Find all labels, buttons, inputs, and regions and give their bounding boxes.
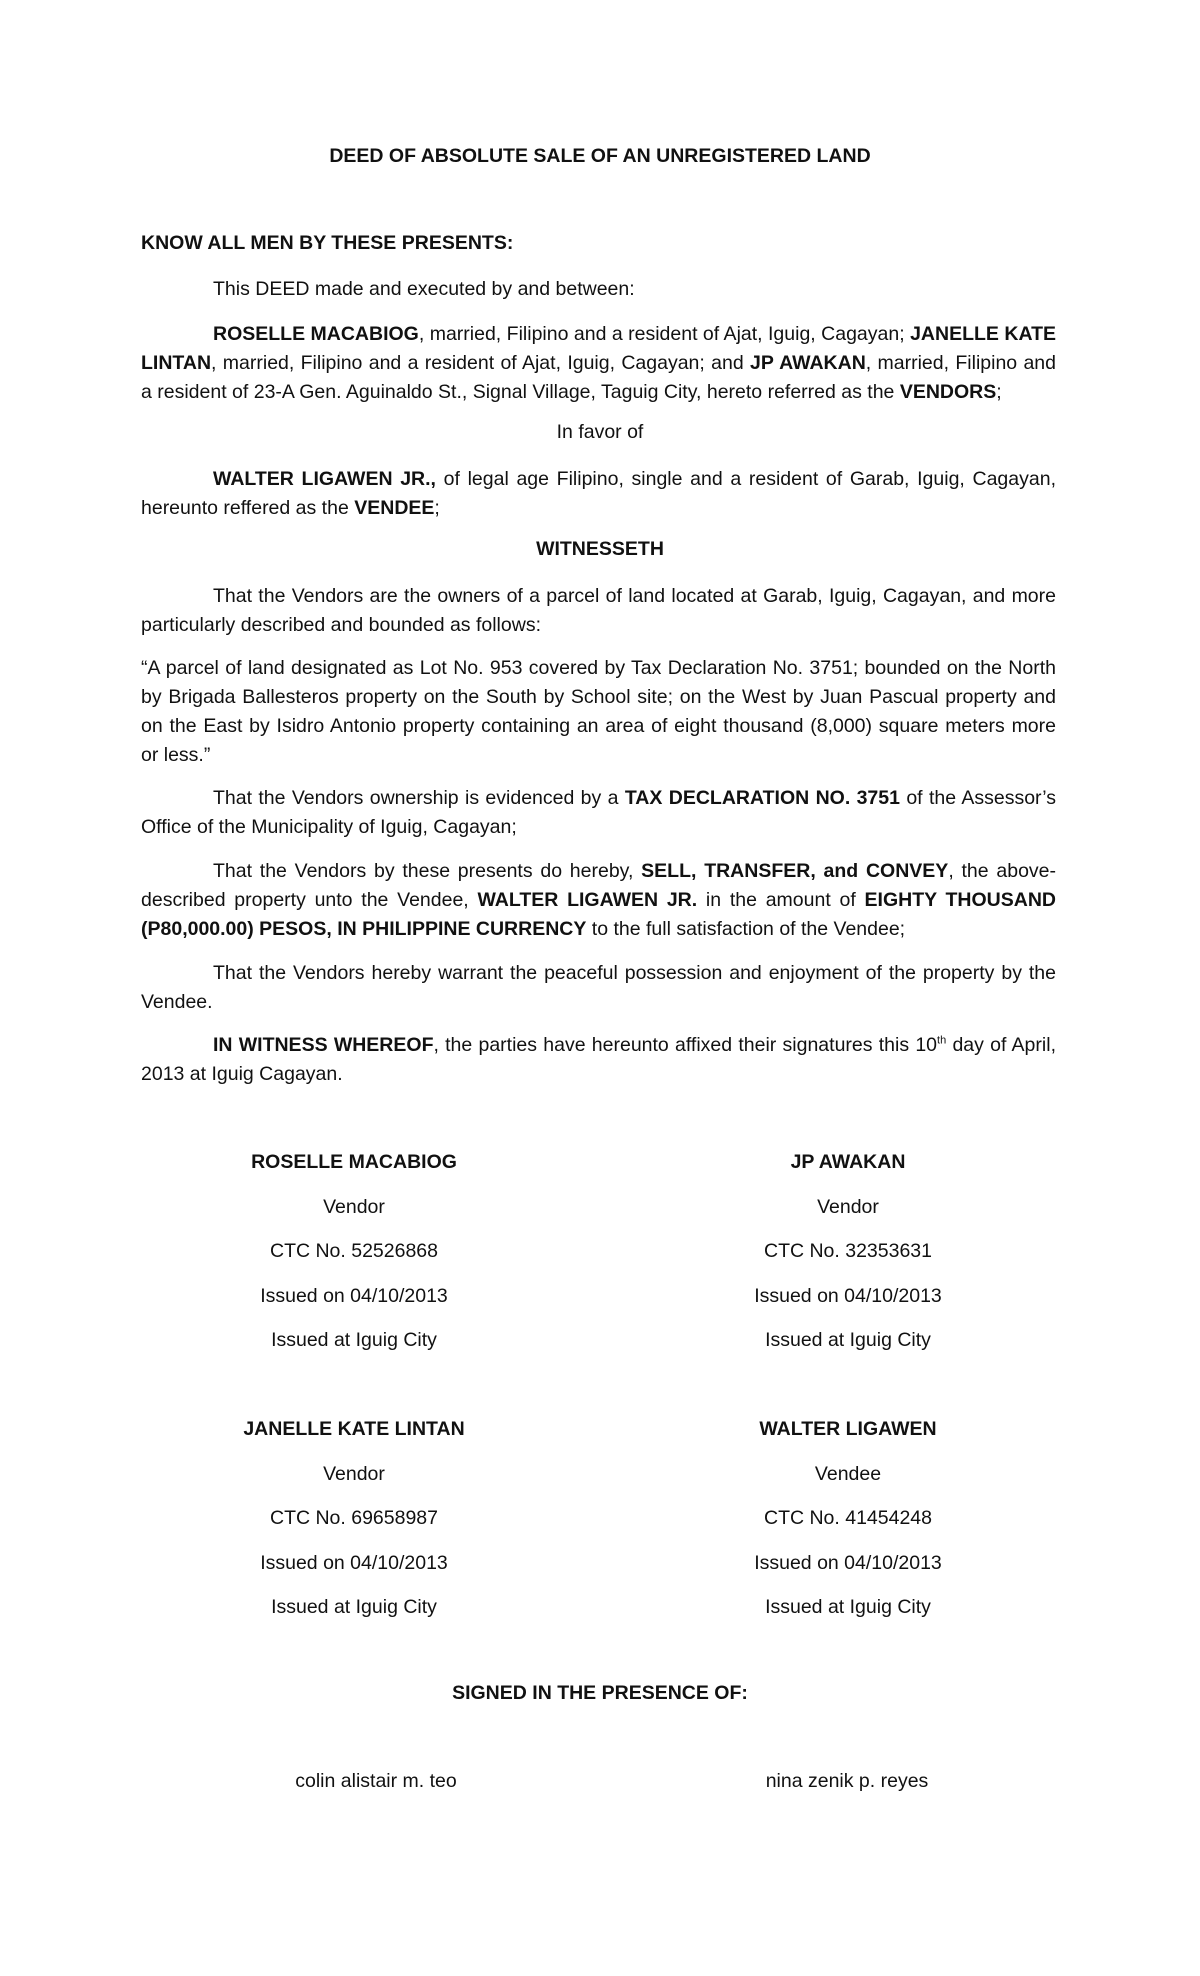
sale-bold2: WALTER LIGAWEN JR. bbox=[477, 889, 698, 911]
parties-paragraph bbox=[141, 320, 1056, 407]
signatory-issued-on: Issued on 04/10/2013 bbox=[260, 1551, 448, 1574]
document-title: DEED OF ABSOLUTE SALE OF AN UNREGISTERED LAND bbox=[329, 145, 871, 167]
intro-paragraph bbox=[141, 275, 1056, 304]
signatory-ctc: CTC No. 41454248 bbox=[763, 1507, 933, 1529]
sale-mid2: in the amount of bbox=[697, 889, 865, 911]
in-witness-bold: IN WITNESS WHEREOF bbox=[213, 1034, 434, 1056]
signed-presence-heading: SIGNED IN THE PRESENCE OF: bbox=[452, 1682, 748, 1704]
signatory-block bbox=[668, 1415, 1028, 1638]
parties-end: ; bbox=[996, 381, 1002, 403]
ownership-pre: That the Vendors ownership is evidenced by a bbox=[213, 787, 625, 809]
signatory-issued-on: Issued on 04/10/2013 bbox=[754, 1284, 942, 1307]
in-witness-pre: , the parties have hereunto affixed their signatures this 10 bbox=[433, 1034, 938, 1056]
vendor2-name: JANELLE KATE LINTAN bbox=[141, 323, 1056, 374]
signatory-role: Vendee bbox=[814, 1462, 882, 1485]
vendee-end: ; bbox=[434, 497, 440, 519]
vendee-name: WALTER LIGAWEN JR., bbox=[213, 468, 436, 490]
owners-paragraph: That the Vendors are the owners of a parcel of land located at Garab, Iguig, Cagayan, and more particularly described and bounded as follows: bbox=[141, 585, 1056, 636]
sale-bold1: SELL, TRANSFER, and CONVEY bbox=[641, 860, 949, 882]
vendee-paragraph bbox=[141, 465, 1056, 523]
signatory-name: JANELLE KATE LINTAN bbox=[243, 1418, 465, 1440]
in-witness-sup: th bbox=[937, 1034, 947, 1047]
ownership-post: of the Assessor’s Office of the Municipality of Iguig, Cagayan; bbox=[141, 787, 1056, 838]
sale-pre: That the Vendors by these presents do hereby, bbox=[213, 860, 642, 882]
warranty-paragraph: That the Vendors hereby warrant the peaceful possession and enjoyment of the property by the Vendee. bbox=[141, 962, 1056, 1013]
ownership-paragraph bbox=[141, 784, 1056, 842]
sale-post: to the full satisfaction of the Vendee; bbox=[586, 918, 906, 940]
signatory-issued-at: Issued at Iguig City bbox=[271, 1596, 437, 1618]
signatory-role: Vendor bbox=[323, 1462, 385, 1485]
signatory-block bbox=[668, 1148, 1028, 1371]
opening-heading: KNOW ALL MEN BY THESE PRESENTS: bbox=[141, 232, 514, 254]
intro-text: This DEED made and executed by and between: bbox=[213, 278, 635, 300]
signatory-name: JP AWAKAN bbox=[790, 1151, 906, 1173]
vendor2-desc: , married, Filipino and a resident of Ajat, Iguig, Cagayan; and bbox=[211, 352, 751, 374]
signatory-issued-at: Issued at Iguig City bbox=[271, 1329, 437, 1351]
vendor3-name: JP AWAKAN bbox=[750, 352, 866, 374]
signatory-issued-at: Issued at Iguig City bbox=[765, 1596, 931, 1618]
sale-paragraph bbox=[141, 857, 1056, 944]
signatory-role: Vendor bbox=[817, 1195, 879, 1218]
signatory-block bbox=[174, 1415, 534, 1638]
signatory-name: WALTER LIGAWEN bbox=[759, 1418, 937, 1440]
signatory-ctc: CTC No. 32353631 bbox=[763, 1240, 933, 1262]
signatory-block bbox=[174, 1148, 534, 1371]
signatory-ctc: CTC No. 69658987 bbox=[269, 1507, 439, 1529]
tax-declaration: TAX DECLARATION NO. 3751 bbox=[624, 787, 900, 809]
sale-amount: EIGHTY THOUSAND (P80,000.00) PESOS, IN PHILIPPINE CURRENCY bbox=[141, 889, 1056, 940]
in-witness-post: day of April, 2013 at Iguig Cagayan. bbox=[141, 1034, 1056, 1085]
land-description: “A parcel of land designated as Lot No. 953 covered by Tax Declaration No. 3751; bounded on the North by Brigada Ballesteros property on the South by School site; on the West by Juan Pascual property and on the East by Isidro Antonio property containing an area of eight thousand (8,000) square meters more or less.” bbox=[141, 657, 1056, 766]
signatory-issued-at: Issued at Iguig City bbox=[765, 1329, 931, 1351]
witnesseth-heading: WITNESSETH bbox=[536, 538, 664, 560]
signatory-ctc: CTC No. 52526868 bbox=[269, 1240, 439, 1262]
vendor1-name: ROSELLE MACABIOG bbox=[213, 323, 419, 345]
vendor1-desc: , married, Filipino and a resident of Ajat, Iguig, Cagayan; bbox=[418, 323, 911, 345]
signatory-issued-on: Issued on 04/10/2013 bbox=[754, 1551, 942, 1574]
witness-name: nina zenik p. reyes bbox=[765, 1770, 929, 1792]
vendor3-desc: , married, Filipino and a resident of 23-A Gen. Aguinaldo St., Signal Village, Taguig City, hereto referred as the bbox=[141, 352, 1057, 403]
in-witness-paragraph bbox=[141, 1031, 1056, 1089]
signatory-issued-on: Issued on 04/10/2013 bbox=[260, 1284, 448, 1307]
in-favor-of: In favor of bbox=[556, 421, 644, 443]
vendors-label: VENDORS bbox=[899, 381, 997, 403]
signatory-role: Vendor bbox=[323, 1195, 385, 1218]
sale-mid1: , the above-described property unto the Vendee, bbox=[141, 860, 1057, 911]
vendee-desc: of legal age Filipino, single and a resident of Garab, Iguig, Cagayan, hereunto reffered as the bbox=[141, 468, 1056, 519]
vendee-label: VENDEE bbox=[354, 497, 435, 519]
signatory-name: ROSELLE MACABIOG bbox=[251, 1151, 457, 1173]
witness-name: colin alistair m. teo bbox=[295, 1770, 457, 1792]
